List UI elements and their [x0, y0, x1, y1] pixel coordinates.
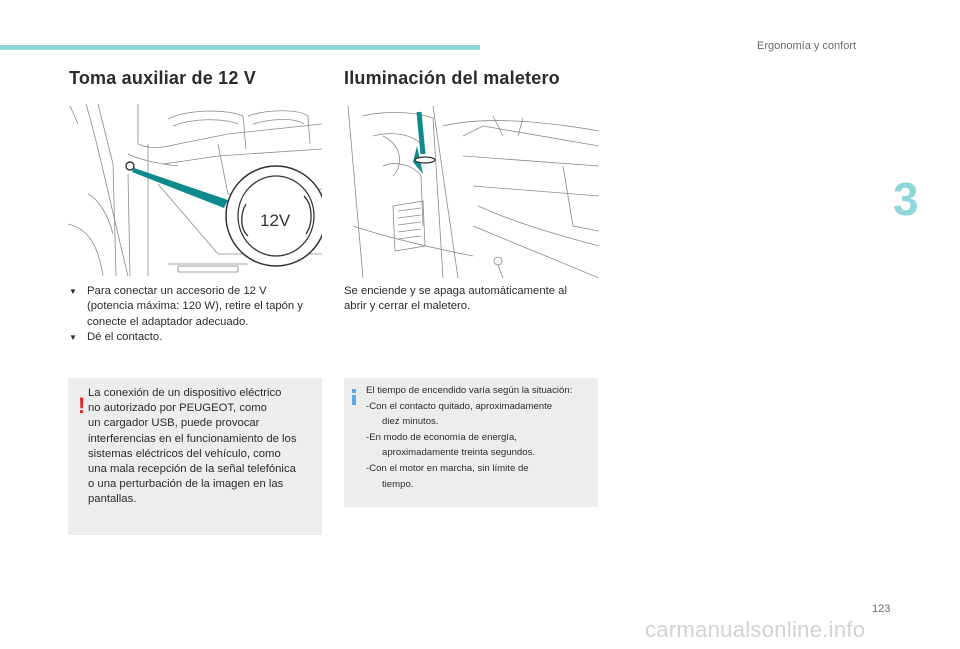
- left-section-title: Toma auxiliar de 12 V: [69, 68, 256, 88]
- arrow-bullet-icon: ▼: [69, 287, 77, 296]
- warning-line: una mala recepción de la señal telefónica: [88, 463, 296, 476]
- arrow-bullet-icon: ▼: [69, 333, 77, 343]
- instruction-line: Dé el contacto.: [87, 331, 163, 344]
- warning-line: un cargador USB, puede provocar: [88, 417, 260, 430]
- info-item: -Con el contacto quitado, aproximadamente diez minutos.: [366, 400, 553, 428]
- info-intro: El tiempo de encendido varía según la situación:: [366, 385, 573, 396]
- warning-line: no autorizado por PEUGEOT, como: [88, 402, 267, 415]
- info-box: [344, 378, 598, 507]
- info-item: -En modo de economía de energía, aproximadamente treinta segundos.: [366, 431, 536, 459]
- info-icon: [352, 389, 356, 405]
- trunk-description: [344, 284, 600, 315]
- instruction-line: Para conectar un accesorio de 12 V: [87, 285, 267, 297]
- trunk-description-line: Se enciende y se apaga automáticamente al: [344, 285, 567, 297]
- instruction-line: conecte el adaptador adecuado.: [87, 315, 249, 328]
- info-item: -Con el motor en marcha, sin límite de tiempo.: [366, 462, 529, 490]
- trunk-lighting-illustration: [343, 106, 599, 278]
- page-number: 123: [872, 603, 891, 615]
- header-accent-bar: [0, 45, 480, 50]
- instruction-bullet-1: [69, 284, 329, 330]
- right-section-title: Iluminación del maletero: [344, 68, 560, 88]
- warning-exclamation-icon: !: [78, 393, 86, 418]
- socket-label: 12V: [260, 211, 291, 230]
- 12v-socket-illustration: [68, 104, 322, 276]
- warning-box: [68, 378, 322, 535]
- section-header: Ergonomía y confort: [757, 40, 857, 52]
- watermark: carmanualsonline.info: [645, 617, 866, 642]
- warning-line: interferencias en el funcionamiento de los: [88, 432, 297, 445]
- warning-line: pantallas.: [88, 493, 137, 506]
- instruction-line: (potencia máxima: 120 W), retire el tapón y: [87, 300, 303, 313]
- trunk-description-line: abrir y cerrar el maletero.: [344, 300, 471, 313]
- warning-line: sistemas eléctricos del vehículo, como: [88, 447, 281, 460]
- warning-line: La conexión de un dispositivo eléctrico: [88, 387, 282, 399]
- left-instructions: [69, 284, 329, 346]
- warning-text: [88, 386, 320, 508]
- instruction-bullet-2: [69, 330, 329, 345]
- info-text: [366, 383, 596, 492]
- chapter-number: 3: [893, 173, 919, 225]
- warning-line: o una perturbación de la imagen en las: [88, 478, 284, 491]
